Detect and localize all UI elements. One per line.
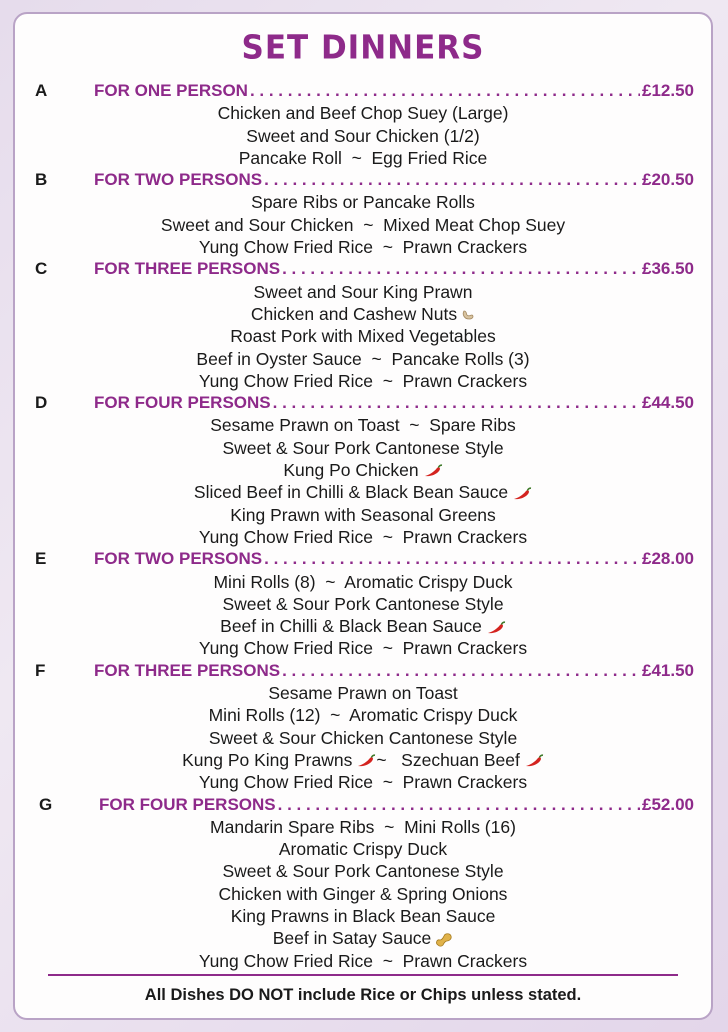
dish-text: Aromatic Crispy Duck	[278, 839, 448, 860]
dish-line	[15, 214, 711, 236]
dish-text: Beef in Chilli & Black Bean Sauce	[220, 616, 482, 637]
set-label-row	[94, 392, 694, 414]
dot-leader	[264, 548, 640, 570]
dish-line	[15, 704, 711, 726]
dish-line	[15, 504, 711, 526]
dish-line	[15, 883, 711, 905]
dish-text: Sweet & Sour Chicken Cantonese Style	[208, 727, 518, 748]
dish-text: Yung Chow Fried Rice ~ Prawn Crackers	[198, 772, 528, 793]
set-dinner-list	[15, 80, 711, 972]
dish-line	[15, 526, 711, 548]
set-label: FOR THREE PERSONS	[94, 660, 281, 680]
dish-text: Beef in Oyster Sauce ~ Pancake Rolls (3)	[196, 348, 530, 369]
dish-line	[15, 348, 711, 370]
menu-card	[13, 12, 713, 1020]
dish-text: Yung Chow Fried Rice ~ Prawn Crackers	[198, 526, 528, 547]
dish-line	[15, 571, 711, 593]
set-letter: D	[35, 393, 48, 413]
dish-line	[15, 481, 711, 503]
set-letter: A	[35, 81, 48, 100]
dish-text: Sliced Beef in Chilli & Black Bean Sauce	[193, 482, 509, 503]
dish-text: Yung Chow Fried Rice ~ Prawn Crackers	[198, 950, 528, 971]
dish-line	[15, 727, 711, 749]
footer-divider	[48, 974, 678, 976]
set-label-row	[94, 660, 694, 682]
set-letter: B	[35, 170, 48, 190]
dish-text: Mini Rolls (12) ~ Aromatic Crispy Duck	[208, 705, 518, 726]
dot-leader	[264, 169, 640, 191]
dish-text: Yung Chow Fried Rice ~ Prawn Crackers	[198, 370, 528, 391]
peanut-icon	[435, 932, 453, 948]
dish-line	[15, 236, 711, 258]
dish-text: Sweet and Sour Chicken ~ Mixed Meat Chop Suey	[160, 214, 566, 235]
set-label: FOR TWO PERSONS	[94, 170, 263, 190]
dish-line	[15, 838, 711, 860]
set-letter: E	[35, 549, 47, 569]
dish-text: ~ Szechuan Beef	[376, 749, 520, 770]
dish-line	[15, 437, 711, 459]
set-header	[15, 392, 711, 414]
set-label-row	[94, 80, 694, 102]
set-header	[15, 80, 711, 102]
set-label: FOR TWO PERSONS	[94, 549, 263, 569]
dot-leader	[250, 80, 640, 102]
dish-line	[15, 615, 711, 637]
dish-text: Chicken and Cashew Nuts	[250, 303, 458, 324]
dish-line	[15, 147, 711, 169]
dot-leader	[278, 794, 640, 816]
set-letter: G	[39, 794, 53, 814]
dish-text: Roast Pork with Mixed Vegetables	[230, 326, 496, 347]
set-label-row	[94, 258, 694, 280]
dish-text: Sweet and Sour King Prawn	[253, 281, 473, 302]
dish-line	[15, 370, 711, 392]
chilli-icon	[486, 621, 506, 635]
set-price: £41.50	[642, 660, 694, 680]
footer-note: All Dishes DO NOT include Rice or Chips unless stated.	[144, 986, 582, 1004]
chilli-icon	[512, 487, 532, 501]
dish-line	[15, 950, 711, 972]
dish-line	[15, 102, 711, 124]
dish-text: King Prawns in Black Bean Sauce	[230, 905, 496, 926]
cashew-icon	[461, 309, 475, 321]
set-label-row	[94, 548, 694, 570]
set-label-row	[99, 794, 694, 816]
dish-line	[15, 682, 711, 704]
set-label: FOR ONE PERSON	[94, 81, 248, 100]
set-header	[15, 794, 711, 816]
set-price: £28.00	[642, 549, 694, 569]
dish-line	[15, 459, 711, 481]
set-label: FOR FOUR PERSONS	[99, 794, 276, 814]
dish-text: Kung Po King Prawns	[182, 749, 353, 770]
chilli-icon	[356, 754, 376, 768]
dish-text: Mini Rolls (8) ~ Aromatic Crispy Duck	[213, 571, 513, 592]
dish-text: Pancake Roll ~ Egg Fried Rice	[238, 147, 488, 168]
dish-text: Sweet & Sour Pork Cantonese Style	[222, 861, 504, 882]
dish-text: King Prawn with Seasonal Greens	[230, 504, 496, 525]
dish-text: Sesame Prawn on Toast	[268, 683, 458, 704]
set-price: £44.50	[642, 393, 694, 413]
dish-text: Chicken with Ginger & Spring Onions	[218, 883, 508, 904]
dish-line	[15, 303, 711, 325]
dish-line	[15, 325, 711, 347]
dish-text: Beef in Satay Sauce	[272, 928, 432, 949]
dish-text: Mandarin Spare Ribs ~ Mini Rolls (16)	[210, 816, 516, 837]
dish-text: Spare Ribs or Pancake Rolls	[251, 192, 475, 213]
chilli-icon	[524, 754, 544, 768]
dish-line	[15, 749, 711, 771]
set-label-row	[94, 169, 694, 191]
dish-text: Sesame Prawn on Toast ~ Spare Ribs	[210, 415, 516, 436]
dish-text: Yung Chow Fried Rice ~ Prawn Crackers	[198, 237, 528, 258]
dish-text: Sweet & Sour Pork Cantonese Style	[222, 437, 504, 458]
dot-leader	[282, 258, 640, 280]
set-header	[15, 660, 711, 682]
set-header	[15, 169, 711, 191]
dish-line	[15, 927, 711, 949]
dish-line	[15, 771, 711, 793]
set-letter: F	[35, 660, 46, 680]
set-label: FOR FOUR PERSONS	[94, 393, 271, 413]
set-price: £36.50	[642, 259, 694, 279]
dish-text: Sweet and Sour Chicken (1/2)	[246, 125, 480, 146]
dish-line	[15, 816, 711, 838]
dot-leader	[273, 392, 640, 414]
dish-line	[15, 637, 711, 659]
dot-leader	[282, 660, 640, 682]
set-header	[15, 258, 711, 280]
dish-line	[15, 414, 711, 436]
dish-line	[15, 905, 711, 927]
dish-text: Sweet & Sour Pork Cantonese Style	[222, 593, 504, 614]
dish-line	[15, 191, 711, 213]
set-letter: C	[35, 259, 48, 279]
dish-text: Kung Po Chicken	[283, 460, 419, 481]
dish-line	[15, 593, 711, 615]
page-title: SET DINNERS	[241, 29, 485, 67]
dish-line	[15, 860, 711, 882]
chilli-icon	[423, 464, 443, 478]
set-price: £12.50	[642, 81, 694, 100]
set-header	[15, 548, 711, 570]
dish-text: Chicken and Beef Chop Suey (Large)	[217, 103, 509, 124]
set-price: £20.50	[642, 170, 694, 190]
dish-line	[15, 125, 711, 147]
dish-text: Yung Chow Fried Rice ~ Prawn Crackers	[198, 638, 528, 659]
dish-line	[15, 281, 711, 303]
set-label: FOR THREE PERSONS	[94, 259, 281, 279]
set-price: £52.00	[642, 794, 694, 814]
